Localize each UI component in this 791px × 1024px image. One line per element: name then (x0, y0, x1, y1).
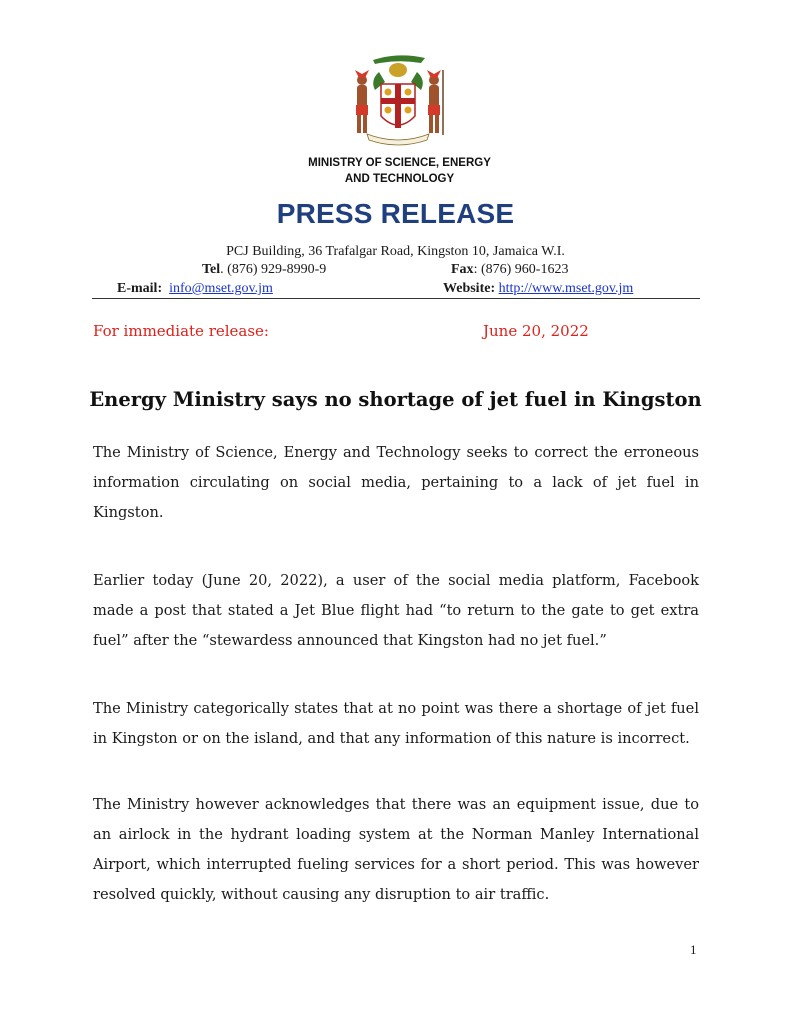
email-link[interactable]: info@mset.gov.jm (169, 281, 273, 296)
website-link[interactable]: http://www.mset.gov.jm (498, 281, 634, 296)
header-divider (92, 298, 700, 299)
website-label: Website: (443, 281, 496, 296)
page-number: 1 (690, 942, 697, 957)
press-release-title: PRESS RELEASE (276, 198, 515, 229)
headline: Energy Ministry says no shortage of jet fuel in Kingston (89, 388, 702, 411)
fax (451, 262, 568, 278)
email (117, 281, 273, 297)
release-label: For immediate release: (93, 322, 269, 340)
ministry-name-line2: AND TECHNOLOGY (344, 173, 455, 185)
email-label: E-mail: (117, 281, 163, 296)
paragraph-2: Earlier today (June 20, 2022), a user of the social media platform, Facebook made a post that stated a Jet Blue flight had “to return to the gate to get extra fuel” after the “stewardess announced that Kingston had no jet fuel.” (93, 572, 699, 649)
website (443, 281, 633, 297)
coat-of-arms-logo (345, 50, 451, 150)
paragraph-4: The Ministry however acknowledges that there was an equipment issue, due to an airlock in the hydrant loading system at the Norman Manley International Airport, which interrupted fueling services for a short period. This was however resolved quickly, without causing any disruption to air traffic. (93, 796, 699, 903)
ministry-name-line1: MINISTRY OF SCIENCE, ENERGY (308, 157, 491, 169)
telephone (202, 262, 326, 278)
fax-value: : (876) 960-1623 (473, 262, 569, 277)
fax-label: Fax (451, 262, 474, 277)
paragraph-1: The Ministry of Science, Energy and Technology seeks to correct the erroneous information circulating on social media, pertaining to a lack of jet fuel in Kingston. (93, 444, 699, 521)
address: PCJ Building, 36 Trafalgar Road, Kingston 10, Jamaica W.I. (226, 244, 565, 259)
tel-value: . (876) 929-8990-9 (220, 262, 327, 277)
paragraph-3: The Ministry categorically states that at no point was there a shortage of jet fuel in Kingston or on the island, and that any information of this nature is incorrect. (93, 700, 699, 747)
release-date: June 20, 2022 (483, 322, 589, 340)
tel-label: Tel (202, 262, 221, 277)
